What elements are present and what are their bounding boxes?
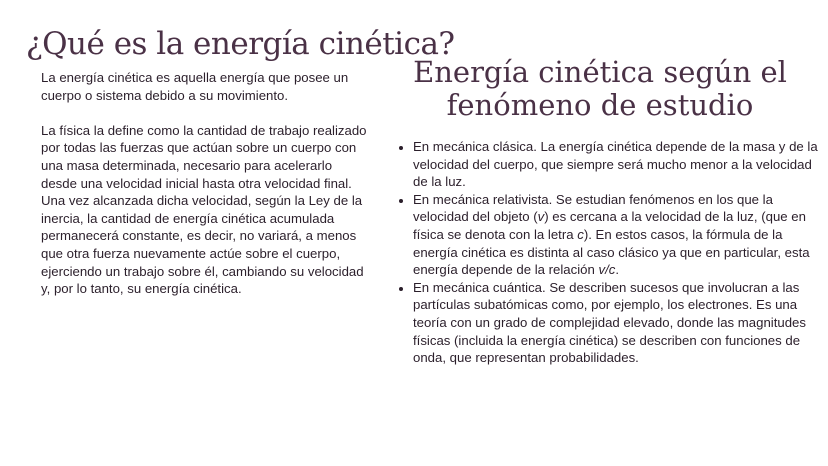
phenomenon-list bbox=[398, 138, 828, 367]
list-item-text: En mecánica cuántica. Se describen sucesos que involucran a las partículas subatómicas como, por ejemplo, los electrones. Es una teoría con un grado de complejidad elevado, donde las magnitudes físicas (incluida la energía cinética) se describen con funciones de onda, que representan probabilidades. bbox=[413, 279, 806, 366]
section-title-by-phenomenon: Energía cinética según el fenómeno de estudio bbox=[413, 55, 787, 122]
symbol-light-speed: c bbox=[577, 226, 584, 242]
definition-paragraph-intro: La energía cinética es aquella energía que posee un cuerpo o sistema debido a su movimiento. bbox=[41, 70, 349, 103]
list-item-classical bbox=[413, 138, 828, 191]
list-item-text: ). En estos casos, la fórmula de la energía cinética es distinta al caso clásico ya que en particular, esta energía depende de la relación bbox=[413, 226, 810, 278]
symbol-ratio: v/c bbox=[598, 262, 616, 278]
list-item-text: En mecánica relativista. Se estudian fenómenos en los que la velocidad del objeto ( bbox=[413, 191, 773, 225]
list-item-text: . bbox=[615, 262, 620, 278]
definition-text-block bbox=[41, 69, 371, 315]
list-item-quantum bbox=[413, 279, 828, 367]
symbol-velocity: v bbox=[537, 209, 545, 225]
list-item-text: ) es cercana a la velocidad de la luz, (que en física se denota con la letra bbox=[413, 209, 806, 242]
list-item-relativistic bbox=[413, 191, 828, 279]
section-title-kinetic-energy: ¿Qué es la energía cinética? bbox=[26, 26, 455, 62]
list-item-text: En mecánica clásica. La energía cinética depende de la masa y de la velocidad del cuerpo, que siempre será mucho menor a la velocidad de la luz. bbox=[413, 139, 818, 190]
definition-paragraph-physics: La física la define como la cantidad de trabajo realizado por todas las fuerzas que actúan sobre un cuerpo con una masa determinada, necesario para acelerarlo desde una velocidad inicial hasta otra velocidad final. Una vez alcanzada dicha velocidad, según la Ley de la inercia, la cantidad de energía cinética acumulada permanecerá constante, es decir, no variará, a menos que otra fuerza nuevamente actúe sobre el cuerpo, ejerciendo un trabajo sobre él, cambiando su velocidad y, por lo tanto, su energía cinética. bbox=[41, 122, 367, 297]
